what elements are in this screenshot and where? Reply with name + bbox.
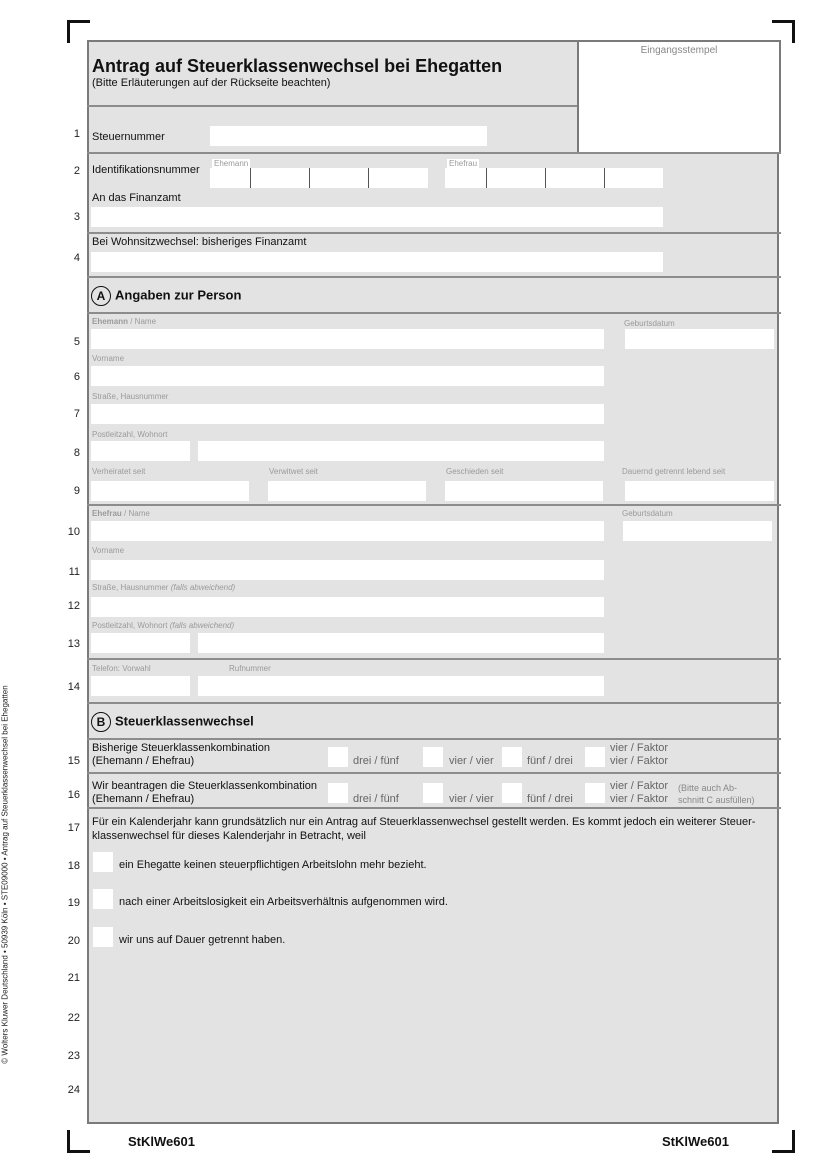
reason1-label: ein Ehegatte keinen steuerpflichtigen Arbeitslohn mehr bezieht.: [119, 859, 427, 871]
steuernummer-input[interactable]: [210, 126, 487, 146]
ehefrau-vorname-input[interactable]: [91, 560, 604, 580]
opt-vier-vier: vier / vier: [449, 793, 494, 805]
row-number: 20: [67, 935, 80, 947]
ehemann-vorname-label: Vorname: [92, 354, 125, 363]
strasse-text: Straße, Hausnummer: [92, 583, 169, 592]
ehemann-geburtsdatum-input[interactable]: [625, 329, 774, 349]
ehefrau-bold: Ehefrau: [92, 509, 122, 518]
verwitwet-label: Verwitwet seit: [269, 467, 318, 476]
opt-drei-fuenf: drei / fünf: [353, 793, 399, 805]
row-number: 23: [67, 1050, 80, 1062]
id-ehemann-label: Ehemann: [214, 159, 249, 168]
ehefrau-wohnort-input[interactable]: [198, 633, 604, 653]
divider: [87, 772, 781, 774]
row-number: 11: [68, 566, 80, 578]
steuernummer-label: Steuernummer: [92, 131, 165, 143]
divider: [87, 504, 781, 506]
reason3-checkbox[interactable]: [93, 927, 113, 947]
row-number: 14: [67, 681, 80, 693]
row-number: 10: [67, 526, 80, 538]
page-title: Antrag auf Steuerklassenwechsel bei Ehegatten: [92, 56, 503, 76]
opt-drei-fuenf: drei / fünf: [353, 755, 399, 767]
row-number: 3: [73, 211, 80, 223]
beantragen-vier-vier-checkbox[interactable]: [423, 783, 443, 803]
ehefrau-strasse-input[interactable]: [91, 597, 604, 617]
beantragen-line1: Wir beantragen die Steuerklassenkombination: [92, 780, 318, 792]
id-separator: [250, 168, 251, 188]
wohnsitz-label: Bei Wohnsitzwechsel: bisheriges Finanzamt: [92, 236, 307, 248]
corner-mark-bottom-right: [772, 1130, 795, 1153]
opt-vier-faktor-ehefrau: vier / Faktor: [610, 793, 669, 805]
ehefrau-geburtsdatum-label: Geburtsdatum: [622, 509, 673, 518]
ehefrau-vorname-label: Vorname: [92, 546, 125, 555]
form-code-left: StKlWe601: [128, 1134, 195, 1149]
section-b-badge: B: [91, 712, 111, 732]
ehemann-geburtsdatum-label: Geburtsdatum: [624, 319, 675, 328]
rufnummer-label: Rufnummer: [229, 664, 271, 673]
ehefrau-strasse-label: [92, 583, 235, 592]
ehemann-strasse-label: Straße, Hausnummer: [92, 392, 169, 401]
row-number: 8: [73, 447, 80, 459]
ehefrau-name-input[interactable]: [91, 521, 604, 541]
bisherige-line1: Bisherige Steuerklassenkombination: [92, 742, 270, 754]
divider: [87, 152, 781, 154]
note-line1: (Bitte auch Ab-: [678, 783, 738, 793]
bisherige-vier-faktor-checkbox[interactable]: [585, 747, 605, 767]
divider: [87, 658, 781, 660]
divider: [87, 232, 781, 234]
ehemann-plz-input[interactable]: [91, 441, 190, 461]
form-frame: [87, 40, 779, 1124]
row-number: 1: [73, 128, 80, 140]
bisherige-drei-fuenf-checkbox[interactable]: [328, 747, 348, 767]
ehemann-bold: Ehemann: [92, 317, 129, 326]
beantragen-line2: (Ehemann / Ehefrau): [92, 793, 195, 805]
ehefrau-name-label: [92, 509, 150, 518]
opt-vier-faktor-ehefrau: vier / Faktor: [610, 755, 669, 767]
ehefrau-plz-input[interactable]: [91, 633, 190, 653]
page-subtitle: (Bitte Erläuterungen auf der Rückseite beachten): [92, 77, 331, 89]
opt-vier-vier: vier / vier: [449, 755, 494, 767]
row-number: 6: [73, 371, 80, 383]
wechsel-paragraph: Für ein Kalenderjahr kann grundsätzlich nur ein Antrag auf Steuerklassenwechsel gestellt werden. Es kommt jedoch ein weiterer Steuer-klassenwechsel für dieses Kalenderjahr in Betracht, weil: [92, 816, 756, 842]
section-b-title: [91, 712, 254, 732]
falls-text: (falls abweichend): [170, 583, 236, 592]
name-suffix: / Name: [128, 317, 157, 326]
row-number: 13: [67, 638, 80, 650]
divider: [87, 738, 781, 740]
id-separator: [309, 168, 310, 188]
row-number: 15: [67, 755, 80, 767]
row-number: 24: [67, 1084, 80, 1096]
rufnummer-input[interactable]: [198, 676, 604, 696]
row-number: 9: [73, 485, 80, 497]
opt-fuenf-drei: fünf / drei: [527, 755, 573, 767]
divider: [87, 807, 781, 809]
abschnitt-c-note: [678, 782, 755, 806]
stamp-label: Eingangsstempel: [640, 45, 718, 56]
ehemann-name-input[interactable]: [91, 329, 604, 349]
note-line2: schnitt C ausfüllen): [678, 795, 755, 805]
id-ehemann-input[interactable]: [210, 168, 428, 188]
opt-vier-faktor-ehemann: vier / Faktor: [610, 742, 669, 754]
divider: [87, 312, 781, 314]
opt-vier-faktor-ehemann: vier / Faktor: [610, 780, 669, 792]
divider: [87, 105, 577, 107]
bisherige-line2: (Ehemann / Ehefrau): [92, 755, 195, 767]
name-suffix: / Name: [121, 509, 150, 518]
ehefrau-plz-label: [92, 621, 234, 630]
getrennt-input[interactable]: [625, 481, 774, 501]
ehemann-wohnort-input[interactable]: [198, 441, 604, 461]
ehemann-name-label: [92, 317, 156, 326]
form-code-right: StKlWe601: [662, 1134, 729, 1149]
verheiratet-label: Verheiratet seit: [92, 467, 146, 476]
opt-fuenf-drei: fünf / drei: [527, 793, 573, 805]
row-number: 2: [73, 165, 80, 177]
id-ehefrau-label: Ehefrau: [449, 159, 478, 168]
geschieden-label: Geschieden seit: [446, 467, 504, 476]
section-a-label: Angaben zur Person: [115, 287, 242, 303]
row-number: 4: [73, 252, 80, 264]
row-number: 19: [67, 897, 80, 909]
id-separator: [368, 168, 369, 188]
geschieden-input[interactable]: [445, 481, 603, 501]
row-number: 5: [73, 336, 80, 348]
verwitwet-input[interactable]: [268, 481, 426, 501]
beantragen-vier-faktor-checkbox[interactable]: [585, 783, 605, 803]
beantragen-fuenf-drei-checkbox[interactable]: [502, 783, 522, 803]
row-number: 17: [67, 822, 80, 834]
row-number: 12: [67, 600, 80, 612]
id-separator: [545, 168, 546, 188]
section-b-label: Steuerklassenwechsel: [115, 713, 254, 729]
bisherige-label: [92, 742, 270, 768]
id-separator: [486, 168, 487, 188]
falls-text: (falls abweichend): [169, 621, 235, 630]
ehemann-vorname-input[interactable]: [91, 366, 604, 386]
getrennt-label: Dauernd getrennt lebend seit: [622, 467, 726, 476]
finanzamt-label: An das Finanzamt: [92, 192, 181, 204]
id-ehefrau-input[interactable]: [445, 168, 663, 188]
corner-mark-bottom-left: [67, 1130, 90, 1153]
id-separator: [604, 168, 605, 188]
verheiratet-input[interactable]: [91, 481, 249, 501]
row-number: 16: [67, 789, 80, 801]
row-number: 22: [67, 1012, 80, 1024]
divider: [87, 276, 781, 278]
ehemann-strasse-input[interactable]: [91, 404, 604, 424]
reason3-label: wir uns auf Dauer getrennt haben.: [119, 934, 286, 946]
row-number: 21: [67, 972, 80, 984]
beantragen-label: [92, 780, 317, 806]
row-number: 7: [73, 408, 80, 420]
telefon-vorwahl-input[interactable]: [91, 676, 190, 696]
identifikationsnummer-label: Identifikationsnummer: [92, 164, 200, 176]
divider: [87, 702, 781, 704]
ehemann-plz-label: Postleitzahl, Wohnort: [92, 430, 168, 439]
row-number: 18: [67, 860, 80, 872]
ehefrau-geburtsdatum-input[interactable]: [623, 521, 772, 541]
beantragen-drei-fuenf-checkbox[interactable]: [328, 783, 348, 803]
telefon-label: Telefon: Vorwahl: [92, 664, 151, 673]
section-a-title: [91, 286, 241, 306]
section-a-badge: A: [91, 286, 111, 306]
plz-text: Postleitzahl, Wohnort: [92, 621, 168, 630]
reason1-checkbox[interactable]: [93, 852, 113, 872]
stamp-box: [577, 40, 781, 154]
reason2-label: nach einer Arbeitslosigkeit ein Arbeitsverhältnis aufgenommen wird.: [119, 896, 448, 908]
bisherige-fuenf-drei-checkbox[interactable]: [502, 747, 522, 767]
publisher-note: © Wolters Kluwer Deutschland • 50939 Köln • STE09000 • Antrag auf Steuerklassenwechsel bei Ehegatten: [0, 685, 10, 1064]
finanzamt-input[interactable]: [91, 207, 663, 227]
wohnsitz-input[interactable]: [91, 252, 663, 272]
bisherige-vier-vier-checkbox[interactable]: [423, 747, 443, 767]
reason2-checkbox[interactable]: [93, 889, 113, 909]
